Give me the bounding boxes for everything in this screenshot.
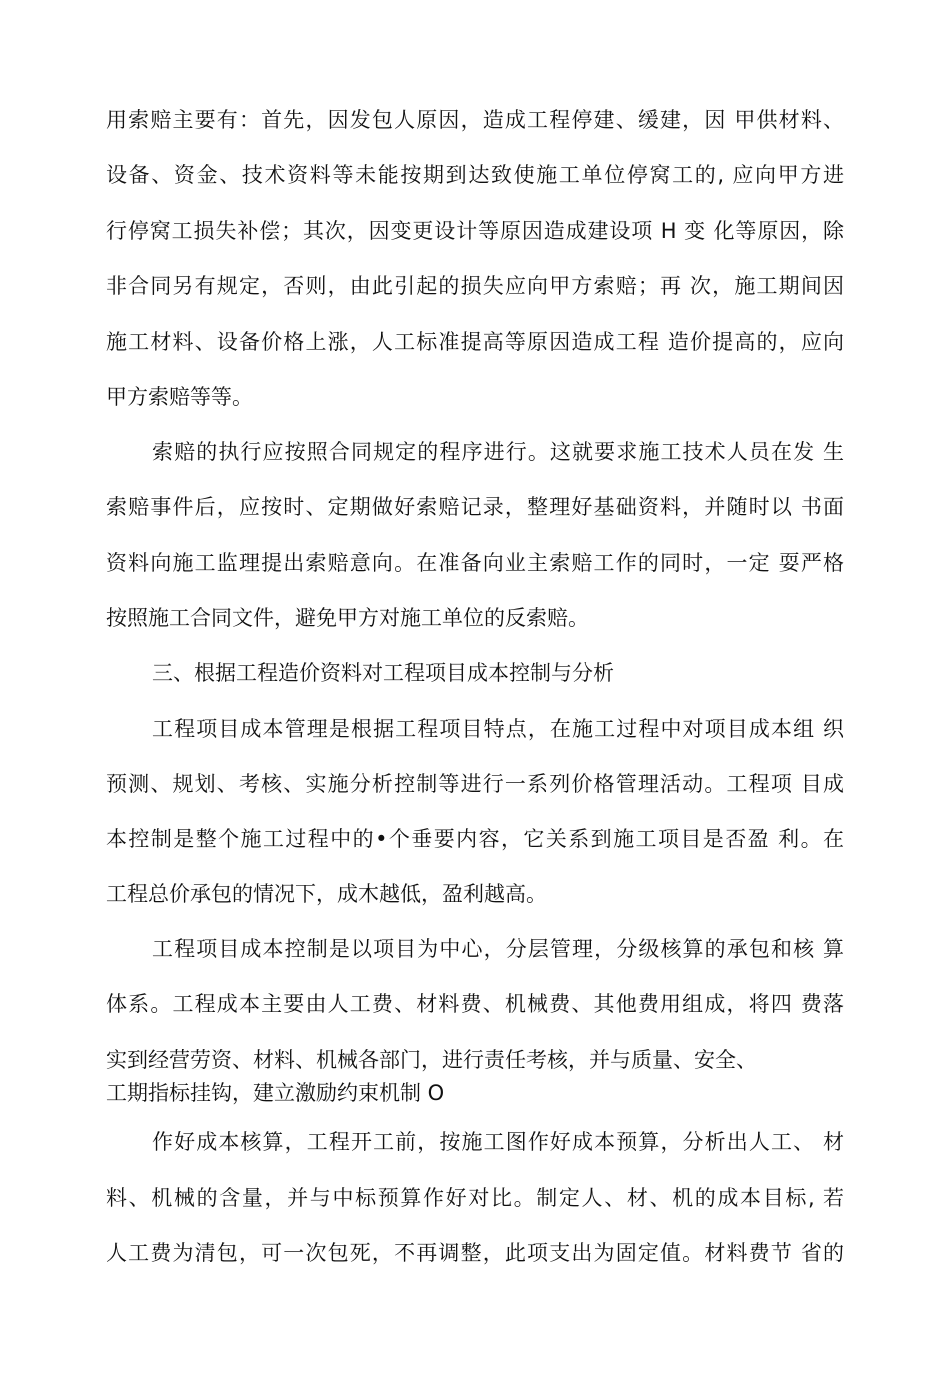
text-line: 甲方索赔等等。 bbox=[106, 385, 253, 409]
text-line: 工程项目成本管理是根据工程项目特点，在施工过程中对项目成本组 织 bbox=[152, 717, 844, 741]
text-line: 索赔事件后，应按时、定期做好索赔记录，整理好基础资料，并随时以 书面 bbox=[106, 495, 844, 519]
text-line: 资料向施工监理提出索赔意向。在准备向业主索赔工作的同时，一定 耍严格 bbox=[106, 551, 844, 575]
text-line: 用索赔主要有：首先，因发包人原因，造成工程停建、缓建，因 甲供材料、 bbox=[106, 108, 844, 132]
text-line: 作好成本核算，工程开工前，按施工图作好成本预算，分析出人工、 材 bbox=[152, 1130, 844, 1154]
text-line: 工程总价承包的情况下，成木越低，盈利越高。 bbox=[106, 882, 547, 906]
text-line: 索赔的执行应按照合同规定的程序进行。这就要求施工技术人员在发 生 bbox=[152, 440, 844, 464]
text-line: 料、机械的含量，并与中标预算作好对比。制定人、材、机的成本目标, 若 bbox=[106, 1186, 844, 1210]
text-line: 实到经营劳资、材料、机械各部门，进行责任考核，并与质量、安全、 bbox=[106, 1048, 757, 1072]
text-line: 体系。工程成本主要由人工费、材料费、机械费、其他费用组成，将四 费落 bbox=[106, 992, 844, 1016]
text-line: 工程项目成本控制是以项目为中心，分层管理，分级核算的承包和核 算 bbox=[152, 937, 844, 961]
text-line: 本控制是整个施工过程中的•个垂要内容，它关系到施工项目是否盈 利。在 bbox=[106, 827, 844, 851]
text-line: 行停窝工损失补偿；其次，因变更设计等原因造成建设项 H 变 化等原因，除 bbox=[106, 219, 844, 243]
text-line: 按照施工合同文件，避免甲方对施工单位的反索赔。 bbox=[106, 606, 589, 630]
text-line: 人工费为清包，可一次包死，不再调整，此项支出为固定值。材料费节 省的 bbox=[106, 1241, 844, 1265]
text-line: 设备、资金、技术资料等未能按期到达致使施工单位停窝工的, 应向甲方进 bbox=[106, 163, 844, 187]
text-line: 预测、规划、考核、实施分析控制等进行一系列价格管理活动。工程项 目成 bbox=[106, 772, 844, 796]
text-line: 非合同另有规定，否则，由此引起的损失应向甲方索赔；再 次，施工期间因 bbox=[106, 274, 844, 298]
section-heading: 三、根据工程造价资料对工程项目成本控制与分析 bbox=[152, 661, 614, 685]
text-line: 工期指标挂钩，建立激励约束机制 O bbox=[106, 1081, 445, 1105]
text-line: 施工材料、设备价格上涨，人工标准提高等原因造成工程 造价提高的，应向 bbox=[106, 330, 844, 354]
